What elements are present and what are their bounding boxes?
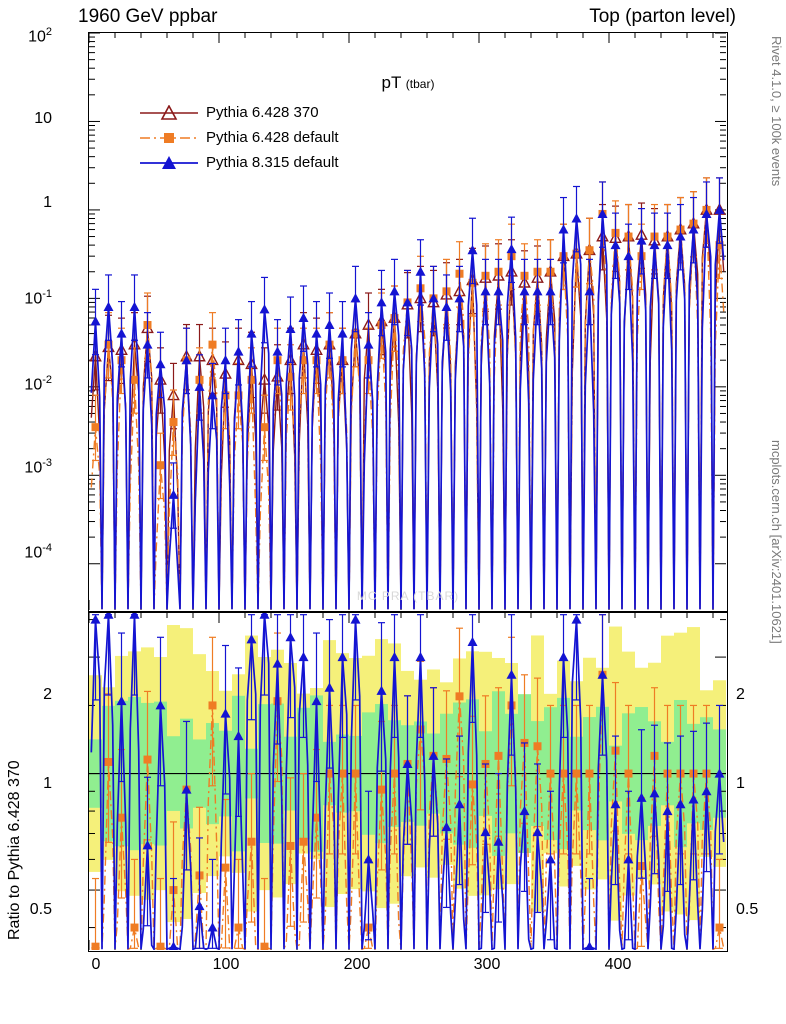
xtick-400: 400 [604,956,632,973]
ratio-ytick-left-05: 0.5 [29,901,52,918]
ytick-1e2: $10^2$ [28,26,52,46]
legend-label-2: Pythia 8.315 default [206,154,339,171]
legend-entry-2 [140,150,339,175]
legend-entry-0 [140,100,339,125]
legend-marker-open-triangle [140,105,198,121]
ratio-ytick-left-2: 2 [43,686,52,703]
ratio-ytick-left-1: 1 [43,775,52,792]
header-right-label: Top (parton level) [589,6,736,27]
xtick-0: 0 [91,956,101,973]
legend [140,100,339,175]
ratio-ytick-right-05: 0.5 [736,901,759,918]
legend-label-0: Pythia 6.428 370 [206,104,319,121]
xtick-100: 100 [212,956,240,973]
ratio-plot-panel [88,612,728,952]
legend-marker-filled-square [140,130,198,146]
legend-marker-filled-triangle [140,155,198,171]
plot-title-main: pT [381,73,402,92]
ytick-10: 10 [34,110,52,127]
xtick-200: 200 [343,956,371,973]
ratio-ytick-right-1: 1 [736,775,745,792]
ytick-1e-3: $10^{-3}$ [24,457,52,477]
header-left-label: 1960 GeV ppbar [78,6,218,27]
watermark-text: MC PRA (TBAR) [356,589,460,603]
legend-label-1: Pythia 6.428 default [206,129,339,146]
ytick-1e-4: $10^{-4}$ [24,542,52,562]
ratio-axis-label: Ratio to Pythia 6.428 370 [6,760,23,940]
xtick-300: 300 [473,956,501,973]
ratio-ytick-right-2: 2 [736,686,745,703]
ytick-1e-2: $10^{-2}$ [24,374,52,394]
ytick-1e-1: $10^{-1}$ [24,288,52,308]
ratio-plot-data [89,613,726,950]
mcplots-source-annotation: mcplots.cern.ch [arXiv:2401.10621] [769,440,784,644]
plot-title [89,73,727,93]
rivet-version-annotation: Rivet 4.1.0, ≥ 100k events [769,36,784,187]
ytick-1: 1 [43,194,52,211]
plot-title-sub: (tbar) [405,77,435,91]
legend-entry-1 [140,125,339,150]
